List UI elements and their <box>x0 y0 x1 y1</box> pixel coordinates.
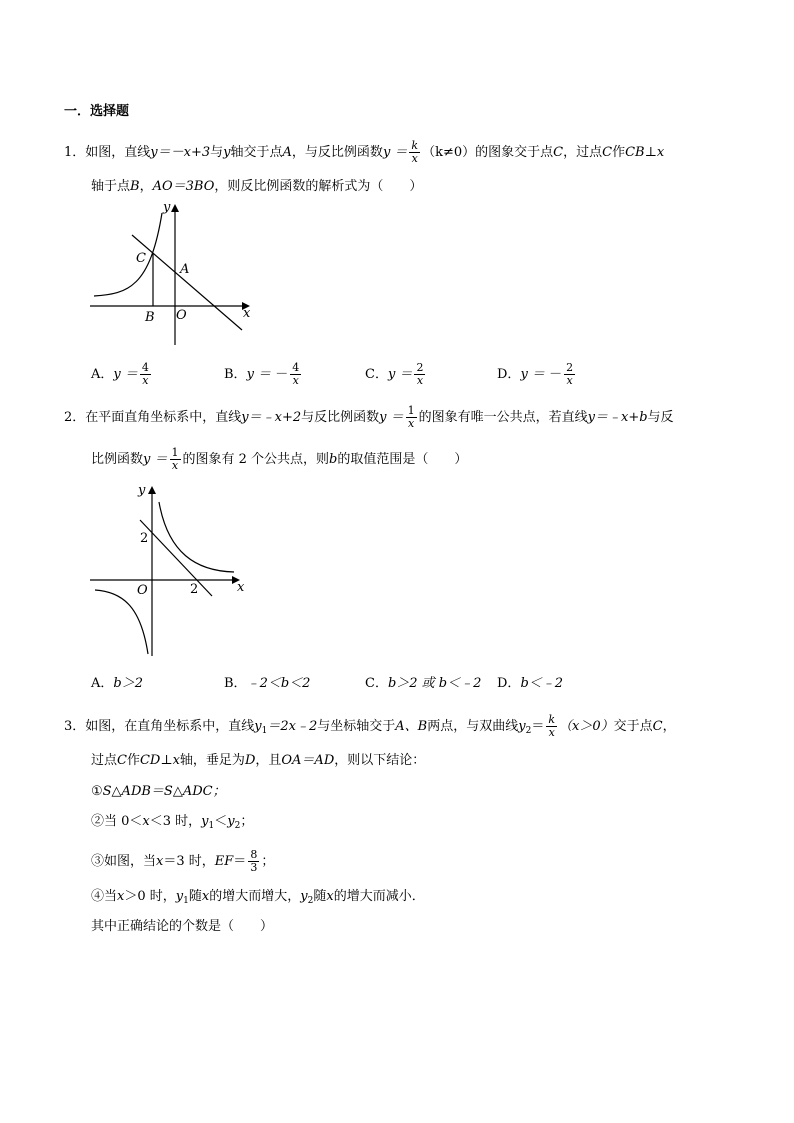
q2-figure <box>86 478 256 660</box>
conclusion-text: ＝ <box>233 854 247 869</box>
fraction-denominator: x <box>292 374 299 387</box>
fraction-denominator: x <box>411 152 418 165</box>
q2-line1 <box>64 405 674 430</box>
q3-text: 作 <box>126 753 140 768</box>
q3-line2 <box>91 752 425 770</box>
q3-closing: 其中正确结论的个数是（ ） <box>91 919 274 934</box>
option-fraction <box>414 362 425 387</box>
conclusion-text: 的增大而减小． <box>333 889 425 904</box>
q2-label-2-y: 2 <box>140 531 149 546</box>
q3-var: y <box>518 719 526 734</box>
q1-var: C <box>553 145 564 160</box>
option-lhs: y ＝ <box>246 367 272 382</box>
q1-var: CB⊥x <box>625 145 665 160</box>
conclusion-subscript: 1 <box>183 896 189 906</box>
conclusion-text: ＜ <box>214 814 228 829</box>
conclusion-subscript: 2 <box>307 896 314 906</box>
option-label: A． <box>91 367 114 382</box>
q1-option-d[interactable] <box>497 362 577 387</box>
q1-y-arrow <box>171 204 179 212</box>
conclusion-var: y <box>175 889 184 904</box>
conclusion-var: x <box>326 889 334 904</box>
q3-text: ，则以下结论： <box>334 753 426 768</box>
conclusion-text: ＞0 时， <box>124 889 176 904</box>
q1-label-x: x <box>243 306 251 321</box>
q1-hyperbola <box>94 213 162 296</box>
q1-option-b[interactable] <box>224 362 303 387</box>
conclusion-var: x <box>117 889 125 904</box>
conclusion-subscript: 2 <box>234 821 241 831</box>
q1-condition: （k≠0） <box>422 145 476 160</box>
q2-label-x: x <box>237 580 245 595</box>
q3-var: OA＝AD <box>281 753 335 768</box>
conclusion-text: 如图，当 <box>104 854 157 869</box>
q1-label-A: A <box>180 262 190 277</box>
q2-fraction <box>170 447 181 472</box>
q2-option-b[interactable] <box>224 675 310 693</box>
conclusion-text: 的增大而增大， <box>209 889 301 904</box>
q2-line-equation: y＝﹣x+2 <box>241 410 302 425</box>
q3-text: ，且 <box>255 753 282 768</box>
q2-option-c[interactable] <box>365 675 481 693</box>
conclusion-marker: ③ <box>91 854 105 869</box>
conclusion-text: ＝3 时， <box>163 854 215 869</box>
q3-subscript: 2 <box>525 726 532 736</box>
q2-func-lhs: y ＝ <box>379 410 404 425</box>
conclusion-var: y <box>300 889 308 904</box>
fraction-numerator: 1 <box>407 404 415 417</box>
q1-text: 轴交于点 <box>230 145 283 160</box>
q1-figure <box>80 195 270 350</box>
fraction-denominator: x <box>416 374 424 387</box>
q2-label-y: y <box>138 483 146 498</box>
conclusion-text: ； <box>240 814 254 829</box>
conclusion-text: ； <box>261 854 275 869</box>
q3-conclusion-2 <box>91 813 253 835</box>
q3-line1 <box>64 714 676 740</box>
q3-text: 与坐标轴交于 <box>317 719 396 734</box>
q3-var: D <box>244 753 256 768</box>
conclusion-text: ＜3 时， <box>149 814 202 829</box>
q2-text: 的图象有唯一公共点，若直线 <box>418 410 588 425</box>
q2-text: 与反 <box>647 410 674 425</box>
option-fraction <box>290 362 301 387</box>
q2-number: 2． <box>64 410 86 425</box>
q2-hyperbola-q1 <box>159 502 234 572</box>
fraction-numerator: 1 <box>171 446 179 459</box>
section-title: 一．选择题 <box>64 104 130 119</box>
q1-number: 1． <box>64 145 86 160</box>
q1-var: y <box>223 145 231 160</box>
q1-label-O: O <box>176 308 187 323</box>
q1-var: B <box>130 179 140 194</box>
q1-text: ，则反比例函数的解析式为（ ） <box>214 179 423 194</box>
option-label: B． <box>224 367 247 382</box>
q2-line-equation: y＝﹣x+b <box>587 410 648 425</box>
q1-text: 如图，直线 <box>85 145 151 160</box>
q3-conclusion-3 <box>91 849 274 874</box>
q1-text: 作 <box>612 145 626 160</box>
q3-var: C <box>117 753 127 768</box>
q3-var: CD⊥x <box>139 753 180 768</box>
q1-var: AO＝3BO <box>152 179 215 194</box>
conclusion-marker: ④ <box>91 889 105 904</box>
q2-y-arrow <box>148 486 156 494</box>
option-sign: － <box>549 367 563 382</box>
fraction-numerator: 2 <box>566 361 574 374</box>
q1-var: A <box>282 145 292 160</box>
conclusion-text: 当 0＜ <box>104 814 143 829</box>
option-text: ﹣2＜b＜2 <box>246 676 311 691</box>
conclusion-text: S△ADB＝S△ADC； <box>102 784 226 799</box>
q1-text: ，与反比例函数 <box>291 145 383 160</box>
q1-var: C <box>602 145 613 160</box>
q3-number: 3． <box>64 719 86 734</box>
q2-label-2-x: 2 <box>190 582 199 597</box>
q1-fraction <box>409 140 420 165</box>
conclusion-text: 随 <box>313 889 327 904</box>
q3-condition: （x＞0） <box>559 719 614 734</box>
q2-option-d[interactable] <box>497 675 563 693</box>
fraction-denominator: 3 <box>250 861 258 874</box>
q1-option-a[interactable] <box>91 362 153 387</box>
fraction-denominator: x <box>171 459 179 472</box>
option-label: D． <box>497 676 521 691</box>
q3-line-equation: ＝2x﹣2 <box>267 719 318 734</box>
q1-label-C: C <box>136 251 146 266</box>
option-lhs: y ＝ <box>113 367 138 382</box>
fraction-numerator: k <box>411 139 419 152</box>
q1-label-B: B <box>145 310 155 325</box>
q1-text: ， <box>139 179 153 194</box>
q1-func-lhs: y ＝ <box>382 145 408 160</box>
q1-label-y: y <box>163 200 171 215</box>
q2-var: b <box>329 452 338 467</box>
option-label: A． <box>91 676 114 691</box>
q1-line2 <box>91 178 422 196</box>
q3-conclusion-4 <box>91 888 425 910</box>
q2-text: 在平面直角坐标系中，直线 <box>85 410 242 425</box>
q3-text: 两点，与双曲线 <box>427 719 519 734</box>
option-label: C． <box>365 367 388 382</box>
q2-text: 的图象有 2 个公共点，则 <box>182 452 330 467</box>
option-label: C． <box>365 676 388 691</box>
option-fraction <box>140 362 151 387</box>
q3-text: 如图，在直角坐标系中，直线 <box>85 719 255 734</box>
q3-text: ＝ <box>531 719 545 734</box>
fraction-numerator: 8 <box>250 848 258 861</box>
option-text: b＞2 <box>113 676 143 691</box>
q2-hyperbola-q3 <box>95 590 148 654</box>
fraction-numerator: 2 <box>416 361 424 374</box>
fraction-denominator: x <box>566 374 573 387</box>
q3-conclusion-1 <box>91 783 226 801</box>
conclusion-var: x <box>201 889 210 904</box>
q2-text: 的取值范围是（ ） <box>337 452 468 467</box>
option-label: B． <box>224 676 247 691</box>
q1-option-c[interactable] <box>365 362 427 387</box>
option-sign: － <box>275 367 289 382</box>
fraction-numerator: 4 <box>141 361 149 374</box>
q3-text: 轴，垂足为 <box>179 753 245 768</box>
q1-text: ，过点 <box>563 145 603 160</box>
conclusion-subscript: 1 <box>208 821 215 831</box>
conclusion-marker: ② <box>91 814 105 829</box>
q3-var: y <box>254 719 262 734</box>
q2-func-lhs: y ＝ <box>143 452 168 467</box>
fraction-denominator: x <box>408 417 415 430</box>
q3-text: 交于点 <box>613 719 653 734</box>
q3-var: A、B <box>395 719 428 734</box>
q1-line1 <box>64 140 664 165</box>
conclusion-fraction <box>248 849 259 874</box>
option-lhs: y ＝ <box>387 367 413 382</box>
q3-var: C <box>652 719 663 734</box>
q2-text: 与反比例函数 <box>301 410 380 425</box>
q1-text: 的图象交于点 <box>475 145 554 160</box>
option-fraction <box>564 362 575 387</box>
q3-text: ， <box>662 719 676 734</box>
conclusion-text: 随 <box>188 889 202 904</box>
q1-line-equation: y＝－x+3 <box>150 145 211 160</box>
fraction-numerator: 4 <box>292 361 300 374</box>
q1-text: 与 <box>210 145 224 160</box>
conclusion-var: x <box>156 854 164 869</box>
option-lhs: y ＝ <box>520 367 545 382</box>
q2-option-a[interactable] <box>91 675 143 693</box>
fraction-denominator: x <box>548 726 555 739</box>
q3-fraction <box>546 714 557 739</box>
conclusion-var: y <box>227 814 235 829</box>
option-label: D． <box>497 367 521 382</box>
q3-text: 过点 <box>91 753 118 768</box>
conclusion-var: y <box>201 814 209 829</box>
q1-text: 轴于点 <box>91 179 131 194</box>
option-text: b＜﹣2 <box>520 676 564 691</box>
fraction-denominator: x <box>142 374 149 387</box>
q2-tangent-line <box>140 520 212 596</box>
q2-text: 比例函数 <box>91 452 144 467</box>
q2-line2 <box>91 447 467 472</box>
q3-subscript: 1 <box>261 726 268 736</box>
conclusion-text: 当 <box>104 889 118 904</box>
conclusion-var: x <box>142 814 150 829</box>
conclusion-var: EF <box>214 854 234 869</box>
fraction-numerator: k <box>548 713 556 726</box>
q2-fraction <box>406 405 417 430</box>
option-text: b＞2 或 b＜﹣2 <box>387 676 482 691</box>
conclusion-marker: ① <box>91 784 103 799</box>
q2-label-O: O <box>137 583 148 598</box>
